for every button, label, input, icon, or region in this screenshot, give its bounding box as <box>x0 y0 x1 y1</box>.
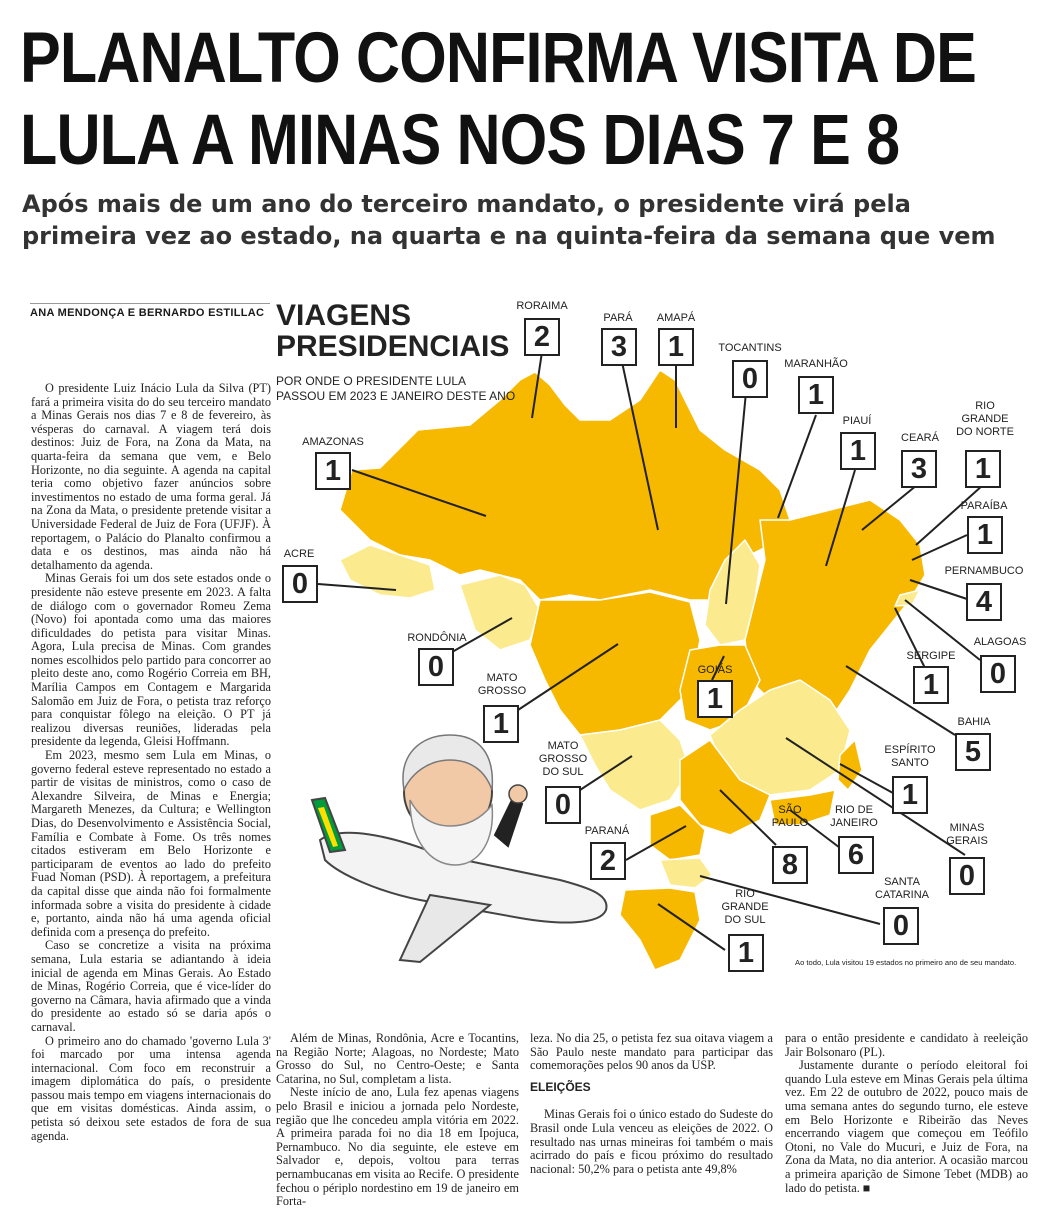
state-name-line: PARÁ <box>603 312 633 324</box>
subheadline <box>22 188 1022 252</box>
paragraph: O primeiro ano do chamado 'governo Lula 3' foi marcado por uma intensa agenda internacional. Com foco em reconstruir a imagem diplomática do país, o presidente passou mais tempo em viagens internacionais do que em visitas domésticas. Ainda assim, o petista só deixou sete estados de fora de sua agenda. <box>31 1033 271 1143</box>
state-visit-count-box: 0 <box>732 360 768 398</box>
state-visit-count-box: 1 <box>483 705 519 743</box>
state-name-label <box>957 716 990 729</box>
state-name-label <box>945 565 1024 578</box>
state-name-line: CEARÁ <box>901 432 939 444</box>
byline: ANA MENDONÇA E BERNARDO ESTILLAC <box>30 303 270 319</box>
section-heading: ELEIÇÕES <box>530 1079 591 1094</box>
article-column-4 <box>785 1032 1028 1195</box>
leader-line <box>778 415 816 518</box>
state-visit-count-box: 0 <box>980 655 1016 693</box>
graphic-title-line-2: PRESIDENCIAIS <box>276 330 510 363</box>
state-visit-count-box: 0 <box>418 648 454 686</box>
state-name-line: GOIÁS <box>697 664 733 676</box>
state-visit-count-box: 1 <box>967 516 1003 554</box>
state-name-label <box>657 312 696 325</box>
state-visit-count-box: 1 <box>697 680 733 718</box>
state-name-label <box>875 876 929 902</box>
state-visit-count-box: 1 <box>840 432 876 470</box>
state-name-label <box>478 672 526 698</box>
state-name-line: DO SUL <box>724 914 766 926</box>
subheadline-line-2: primeira vez ao estado, na quarta e na quinta-feira da semana que vem <box>22 222 996 250</box>
state-visit-count-box: 2 <box>524 318 560 356</box>
map-region-santa-catarina <box>660 858 712 888</box>
state-name-line: MINAS <box>949 822 985 834</box>
state-visit-count-box: 5 <box>955 733 991 771</box>
state-name-line: DO NORTE <box>956 426 1014 438</box>
state-name-line: PARAÍBA <box>960 500 1008 512</box>
graphic-subtitle-line-1: POR ONDE O PRESIDENTE LULA <box>276 374 467 388</box>
state-visit-count-box: 1 <box>315 452 351 490</box>
state-name-line: GERAIS <box>946 835 988 847</box>
caricature-arm <box>495 800 522 846</box>
state-name-label <box>539 740 587 779</box>
state-name-label <box>698 664 733 677</box>
state-name-line: RIO DE <box>835 804 873 816</box>
state-name-label <box>721 888 768 927</box>
state-name-line: RORAIMA <box>516 300 568 312</box>
state-name-line: ACRE <box>283 548 315 560</box>
map-region-mato-grosso <box>530 592 700 735</box>
state-visit-count-box: 6 <box>838 836 874 874</box>
state-name-label <box>843 415 872 428</box>
state-name-label <box>284 548 315 561</box>
state-name-label <box>603 312 632 325</box>
state-name-line: SANTA <box>884 876 920 888</box>
state-name-line: SÃO <box>778 804 802 816</box>
paragraph: Minas Gerais foi o único estado do Sudeste do Brasil onde Lula venceu as eleições de 2022. O resultado nas urnas mineiras foi também o mais acirrado do país e ficou próximo do resultado nacional: 50,2% para o petista ante 49,8% <box>530 1107 773 1176</box>
paragraph: Em 2023, mesmo sem Lula em Minas, o governo federal esteve representado no estado a partir de visitas de ministros, como o caso de Alexandre Silveira, de Minas e Energia; Margareth Menezes, da Cultura; e Wellington Dias, do Desenvolvimento e Assistência Social, Família e Combate à Fome. Os três nomes citados estiveram em Belo Horizonte e participaram de eventos ao lado do prefeito Fuad Noman (PSD). À reportagem, a prefeitura da capital disse que ainda não foi formalmente informada sobre a visita do presidente à cidade e, portanto, ainda não há uma agenda oficial definida com a presença do prefeito. <box>31 748 271 939</box>
state-name-label <box>302 436 364 449</box>
state-visit-count-box: 8 <box>772 846 808 884</box>
state-visit-count-box: 1 <box>965 450 1001 488</box>
state-name-label <box>784 358 848 371</box>
article-column-3 <box>530 1032 773 1176</box>
state-visit-count-box: 0 <box>545 786 581 824</box>
state-name-line: MARANHÃO <box>784 358 848 370</box>
state-name-line: DO SUL <box>542 766 584 778</box>
plane-wing <box>400 895 490 962</box>
state-name-line: MATO <box>547 740 579 752</box>
state-name-label <box>901 432 939 445</box>
state-name-label <box>974 636 1027 649</box>
article-column-2 <box>276 1032 519 1209</box>
article-column-1 <box>31 382 271 1143</box>
paragraph: Minas Gerais foi um dos sete estados onde o presidente não esteve presente em 2023. A falta de diálogo com o governador Romeu Zema (Novo) foi apontada como uma das maiores dificuldades do petista para visitar Minas. Agora, Lula precisa de Minas. Com grandes nomes escolhidos pelo partido para concorrer ao pleito deste ano, como Rogério Correia em BH, Marília Campos em Contagem e Margarida Salomão em Juiz de Fora, o petista traz reforço para conquistar fôlego na eleição. O PT já realizou diversas reuniões, lideradas pela presidente da legenda, Gleisi Hoffmann. <box>31 571 271 749</box>
state-visit-count-box: 1 <box>892 776 928 814</box>
state-name-label <box>718 342 781 355</box>
state-name-label <box>961 500 1008 513</box>
paragraph: O presidente Luiz Inácio Lula da Silva (PT) fará a primeira visita do do seu terceiro mandato a Minas Gerais nos dias 7 e 8 de fevereiro, às vésperas do carnaval. A viagem terá dois destinos: Juiz de Fora, na Zona da Mata, na quarta-feira da semana que vem, e Belo Horizonte, no dia seguinte. A agenda na capital teria como objetivo fazer anúncios sobre investimentos no estado de uma forma geral. Já na Zona da Mata, o presidente pretende visitar a Universidade Federal de Juiz de Fora (UFJF). À reportagem, o Palácio do Planalto confirmou a data e os destinos, mas ainda não há detalhamento da agenda. <box>31 381 271 572</box>
paragraph: para o então presidente e candidato à reeleição Jair Bolsonaro (PL). <box>785 1031 1028 1059</box>
state-visit-count-box: 1 <box>913 666 949 704</box>
paragraph: Além de Minas, Rondônia, Acre e Tocantins, na Região Norte; Alagoas, no Nordeste; Mato Grosso do Sul, no Centro-Oeste; e Santa Catarina, no Sul, completam a lista. <box>276 1031 519 1086</box>
state-name-line: ESPÍRITO <box>884 744 936 756</box>
state-visit-count-box: 0 <box>282 565 318 603</box>
state-name-line: JANEIRO <box>830 817 878 829</box>
state-name-line: RIO <box>735 888 755 900</box>
paragraph: Justamente durante o período eleitoral foi quando Lula esteve em Minas Gerais pela última vez. Em 22 de outubro de 2022, pouco mais de uma semana antes do segundo turno, ele esteve em Belo Horizonte e Ribeirão das Neves encerrando viagem que começou em Teófilo Otoni, no Vale do Mucuri, e Juiz de Fora, na Zona da Mata, no dia anterior. A ocasião marcou a primeira aparição de Simone Tebet (MDB) ao lado do petista. ■ <box>785 1058 1028 1195</box>
paragraph: Caso se concretize a visita na próxima semana, Lula estaria se adiantando à ideia inicial de agenda em Minas Gerais. Ao Estado de Minas, Rogério Correia, que é vice-líder do governo na Câmara, havia afirmado que a vinda do presidente ao estado só se daria após o carnaval. <box>31 938 271 1034</box>
state-name-label <box>516 300 567 313</box>
state-name-line: RIO <box>975 400 995 412</box>
state-name-line: AMAPÁ <box>656 312 696 324</box>
state-name-line: RONDÔNIA <box>407 632 467 644</box>
paragraph: leza. No dia 25, o petista fez sua oitava viagem a São Paulo neste mandato para participar das comemorações pelos 90 anos da USP. <box>530 1031 773 1073</box>
state-visit-count-box: 0 <box>949 857 985 895</box>
state-name-line: ALAGOAS <box>973 636 1027 648</box>
state-name-line: SERGIPE <box>906 650 956 662</box>
state-name-line: PAULO <box>771 817 809 829</box>
state-visit-count-box: 2 <box>590 842 626 880</box>
state-visit-count-box: 3 <box>901 450 937 488</box>
graphic-subtitle-line-2: PASSOU EM 2023 E JANEIRO DESTE ANO <box>276 389 516 403</box>
state-visit-count-box: 1 <box>728 934 764 972</box>
state-name-line: GROSSO <box>538 753 588 765</box>
state-name-line: PIAUÍ <box>842 415 872 427</box>
state-visit-count-box: 3 <box>601 328 637 366</box>
state-name-label <box>407 632 466 645</box>
state-name-line: GRANDE <box>721 901 769 913</box>
state-visit-count-box: 1 <box>798 376 834 414</box>
caricature-hand <box>509 785 527 803</box>
state-name-label <box>956 400 1014 439</box>
state-name-line: GRANDE <box>961 413 1009 425</box>
state-name-line: SANTO <box>891 757 929 769</box>
headline-line-1: PLANALTO CONFIRMA VISITA DE <box>20 19 976 98</box>
state-name-label <box>946 822 988 848</box>
state-name-line: PARANÁ <box>584 825 630 837</box>
state-name-label <box>830 804 878 830</box>
state-visit-count-box: 0 <box>883 907 919 945</box>
subheadline-line-1: Após mais de um ano do terceiro mandato, o presidente virá pela <box>22 190 911 218</box>
graphic-title-line-1: VIAGENS <box>276 299 412 332</box>
map-region-rio-grande-do-sul <box>620 888 700 970</box>
map-region-mato-grosso-do-sul <box>580 720 690 810</box>
state-name-line: TOCANTINS <box>718 342 782 354</box>
graphic-title <box>276 300 509 362</box>
state-name-line: GROSSO <box>477 685 527 697</box>
state-name-label <box>772 804 808 830</box>
state-name-label <box>907 650 956 663</box>
state-visit-count-box: 1 <box>658 328 694 366</box>
state-visit-count-box: 4 <box>966 583 1002 621</box>
state-name-line: PERNAMBUCO <box>944 565 1024 577</box>
state-name-label <box>884 744 935 770</box>
state-name-line: BAHIA <box>957 716 991 728</box>
headline <box>20 18 976 182</box>
state-name-line: CATARINA <box>875 889 929 901</box>
graphic-subtitle <box>276 374 516 404</box>
paragraph: Neste início de ano, Lula fez apenas viagens pelo Brasil e iniciou a jornada pelo Nordeste, região que lhe concedeu ampla vitória em 2022. A primeira parada foi no dia 18 em Ipojuca, Pernambuco. No dia seguinte, ele esteve em Salvador e, depois, voltou para terras pernambucanas em visita ao Recife. O presidente fechou o périplo nordestino em 19 de janeiro em Forta- <box>276 1085 519 1209</box>
state-name-label <box>585 825 629 838</box>
graphic-footnote: Ao todo, Lula visitou 19 estados no primeiro ano de seu mandato. <box>795 958 1017 967</box>
headline-line-2: LULA A MINAS NOS DIAS 7 E 8 <box>20 101 900 180</box>
state-name-line: AMAZONAS <box>302 436 364 448</box>
state-name-line: MATO <box>486 672 518 684</box>
